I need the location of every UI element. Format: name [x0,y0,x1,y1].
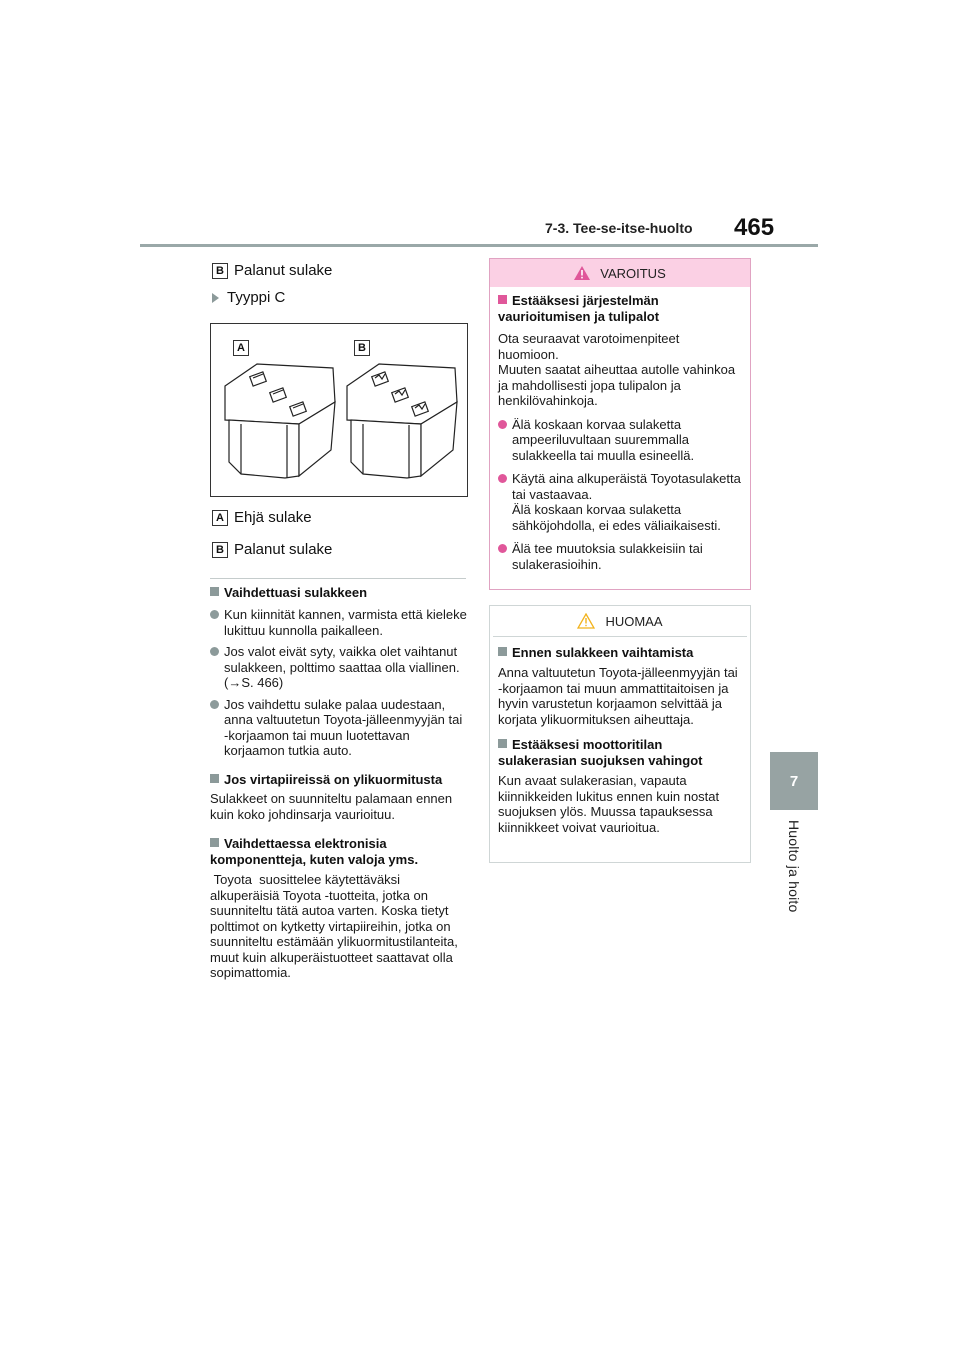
intact-fuse-icon [225,364,335,478]
warning-bullet: Älä tee muutoksia sulakkeisiin tai sulakerasioihin. [498,541,742,572]
triangle-bullet-icon [212,293,219,303]
section-text: Toyota suosittelee käytettäväksi alkuperäisiä Toyota -tuotteita, jotka on suunniteltu tätä autoa varten. Koska tietyt polttimot on kytketty virtapiireihin, jotka on suunniteltu estämään ylikuormitustilanteita, muut kuin alkuperäistuotteet saattavat olla sopimattomia. [210,872,462,980]
square-bullet-icon [498,739,507,748]
label-box-b: B [212,542,228,558]
warning-bullet: Käytä aina alkuperäistä Toyotasulaketta tai vastaavaa. Älä koskaan korvaa sulaketta sähköjohdolla, ei edes väliaikaisesti. [498,471,742,533]
type-text: Tyyppi C [227,289,286,306]
page-number: 465 [734,214,775,241]
fuse-illustration [210,323,468,497]
section-overload [210,772,468,822]
notice-title: HUOMAA [605,613,663,629]
legend-item-b [212,541,332,558]
type-line [212,289,285,306]
blown-fuse-icon [347,364,457,478]
section-heading: Vaihdettuasi sulakkeen [210,585,468,601]
warning-box [489,258,751,590]
square-bullet-icon [498,295,507,304]
notice-heading: Estääksesi moottoritilan sulakerasian suojuksen vahingot [498,737,703,768]
top-legend-item [212,262,332,279]
notice-box [489,605,751,863]
bullet-item: Kun kiinnität kannen, varmista että kieleke lukittuu kunnolla paikalleen. [210,607,468,638]
chapter-tab: 7 [770,752,818,810]
square-bullet-icon [210,838,219,847]
warning-triangle-icon [574,266,590,280]
legend-text-a: Ehjä sulake [234,509,312,526]
legend-item-a [212,509,312,526]
section-heading: Jos virtapiireissä on ylikuormitusta [210,772,468,788]
notice-text: Anna valtuutetun Toyota-jälleenmyyjän tai -korjaamon tai muun ammattitaitoisen ja hyvin varustetun korjaamon selvittää ja korjata ylikuormituksen aiheuttaja. [498,665,738,727]
figure-label-b: B [354,340,370,356]
section-title: 7-3. Tee-se-itse-huolto [545,220,693,236]
caution-triangle-icon [577,613,595,629]
header-rule [140,244,818,247]
notice-header [493,606,747,637]
label-box-a: A [212,510,228,526]
label-box-b: B [212,263,228,279]
warning-title: VAROITUS [600,265,666,281]
legend-text-b: Palanut sulake [234,541,333,558]
bullet-item: Jos valot eivät syty, vaikka olet vaihtanut sulakkeen, polttimo saattaa olla viallinen. (→S. 466) [210,644,468,691]
top-legend-text: Palanut sulake [234,262,333,279]
chapter-label: Huolto ja hoito [786,820,802,913]
section-text: Sulakkeet on suunniteltu palamaan ennen kuin koko johdinsarja vaurioituu. [210,791,453,822]
warning-header [490,259,750,287]
square-bullet-icon [210,587,219,596]
notice-heading: Ennen sulakkeen vaihtamista [498,645,742,661]
section-electronic-components [210,836,468,981]
notice-text: Kun avaat sulakerasian, vapauta kiinnikkeiden lukitus ennen kuin nostat suojuksen ylös. Muussa tapauksessa kiinnikkeet voivat vaurioitua. [498,773,720,835]
warning-bullet: Älä koskaan korvaa sulaketta ampeeriluvultaan suuremmalla sulakkeella tai muulla esineellä. [498,417,742,464]
section-heading: Vaihdettaessa elektronisia komponentteja, kuten valoja yms. [210,836,419,867]
square-bullet-icon [498,647,507,656]
bullet-item: Jos vaihdettu sulake palaa uudestaan, anna valtuutetun Toyota-jälleenmyyjän tai -korjaamon tai muun luotettavan korjaamon tutkia auto. [210,697,468,759]
warning-intro: Ota seuraavat varotoimenpiteet huomioon. Muuten saatat aiheuttaa autolle vahinkoa ja mahdollisesti jopa tulipalon ja henkilövahinkoja. [498,331,736,408]
figure-label-a: A [233,340,249,356]
section-divider [210,578,466,579]
square-bullet-icon [210,774,219,783]
section-after-replacing [210,585,468,759]
warning-heading: Estääksesi järjestelmän vaurioitumisen ja tulipalot [498,293,660,324]
